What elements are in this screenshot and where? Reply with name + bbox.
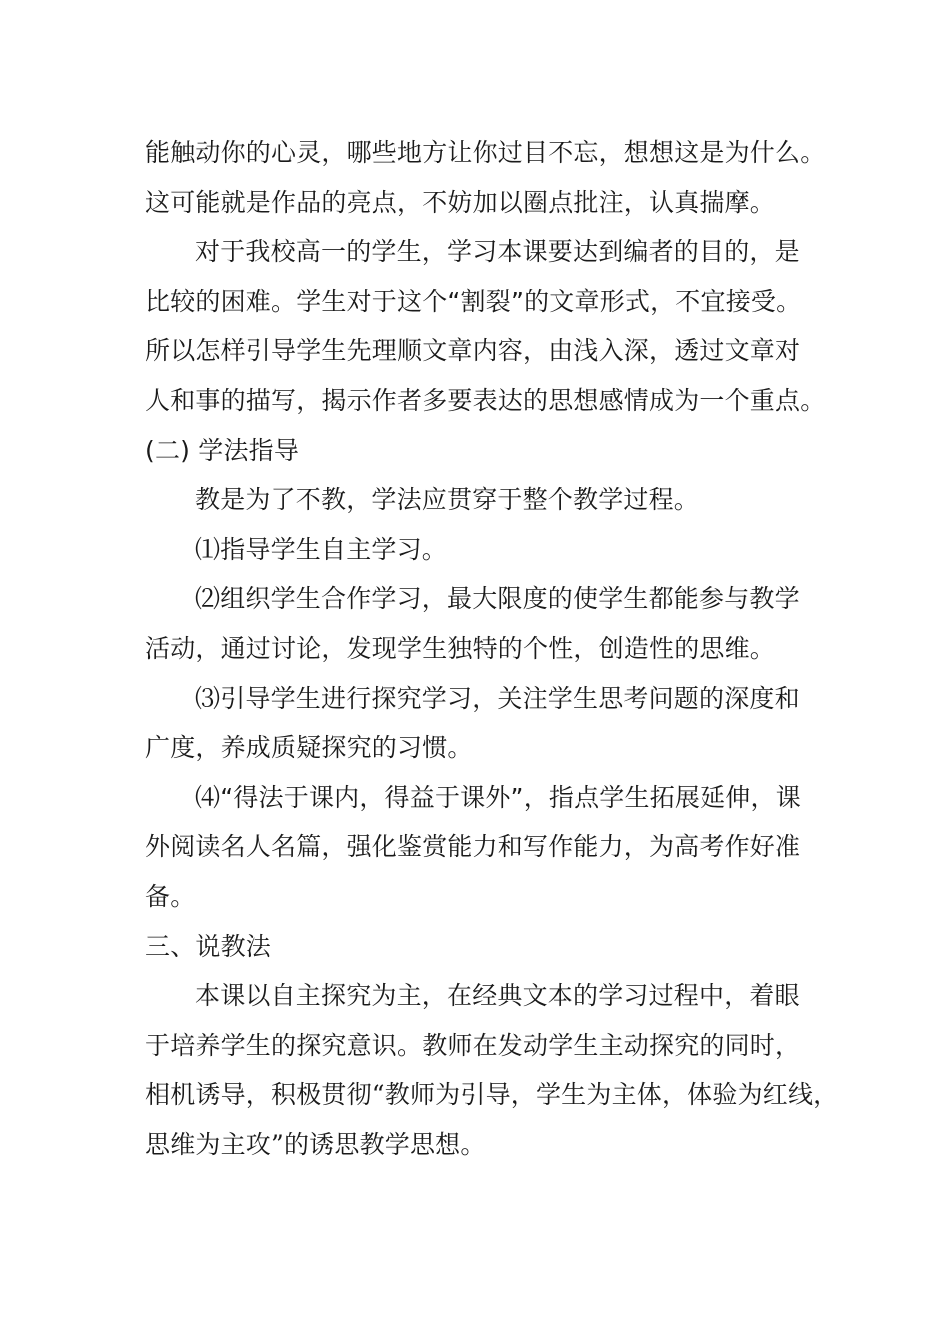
paragraph-line: 这可能就是作品的亮点，不妨加以圈点批注，认真揣摩。	[145, 187, 776, 217]
paragraph-line: 思维为主攻”的诱思教学思想。	[145, 1129, 486, 1159]
document-body	[145, 128, 839, 1169]
section-heading: 三、说教法	[145, 931, 272, 961]
paragraph-line: 活动，通过讨论，发现学生独特的个性，创造性的思维。	[145, 633, 776, 663]
paragraph-line: 本课以自主探究为主，在经典文本的学习过程中，着眼	[195, 981, 800, 1011]
paragraph-line: 能触动你的心灵，哪些地方让你过目不忘，想想这是为什么。	[145, 138, 826, 167]
paragraph-line: 备。	[145, 881, 196, 911]
list-item: ⑶引导学生进行探究学习，关注学生思考问题的深度和	[195, 683, 800, 713]
paragraph-line: 广度，养成质疑探究的习惯。	[145, 733, 473, 763]
list-item: ⑵组织学生合作学习，最大限度的使学生都能参与教学	[195, 584, 800, 614]
paragraph-line: 外阅读名人名篇，强化鉴赏能力和写作能力，为高考作好准	[145, 832, 801, 862]
paragraph-line: 相机诱导，积极贯彻“教师为引导，学生为主体，体验为红线，	[145, 1080, 839, 1110]
paragraph-line: 人和事的描写，揭示作者多要表达的思想感情成为一个重点。	[145, 385, 826, 415]
paragraph-line: 于培养学生的探究意识。教师在发动学生主动探究的同时，	[145, 1030, 801, 1060]
paragraph-line: 比较的困难。学生对于这个“割裂”的文章形式，不宜接受。	[145, 286, 802, 316]
paragraph-line: 教是为了不教，学法应贯穿于整个教学过程。	[195, 485, 700, 515]
list-item: ⑷“得法于课内，得益于课外”，指点学生拓展延伸，课	[195, 782, 801, 812]
paragraph-line: 对于我校高一的学生，学习本课要达到编者的目的，是	[195, 237, 800, 267]
list-item: ⑴指导学生自主学习。	[195, 534, 448, 564]
section-heading: (二) 学法指导	[145, 435, 300, 465]
paragraph-line: 所以怎样引导学生先理顺文章内容，由浅入深，透过文章对	[145, 336, 801, 366]
